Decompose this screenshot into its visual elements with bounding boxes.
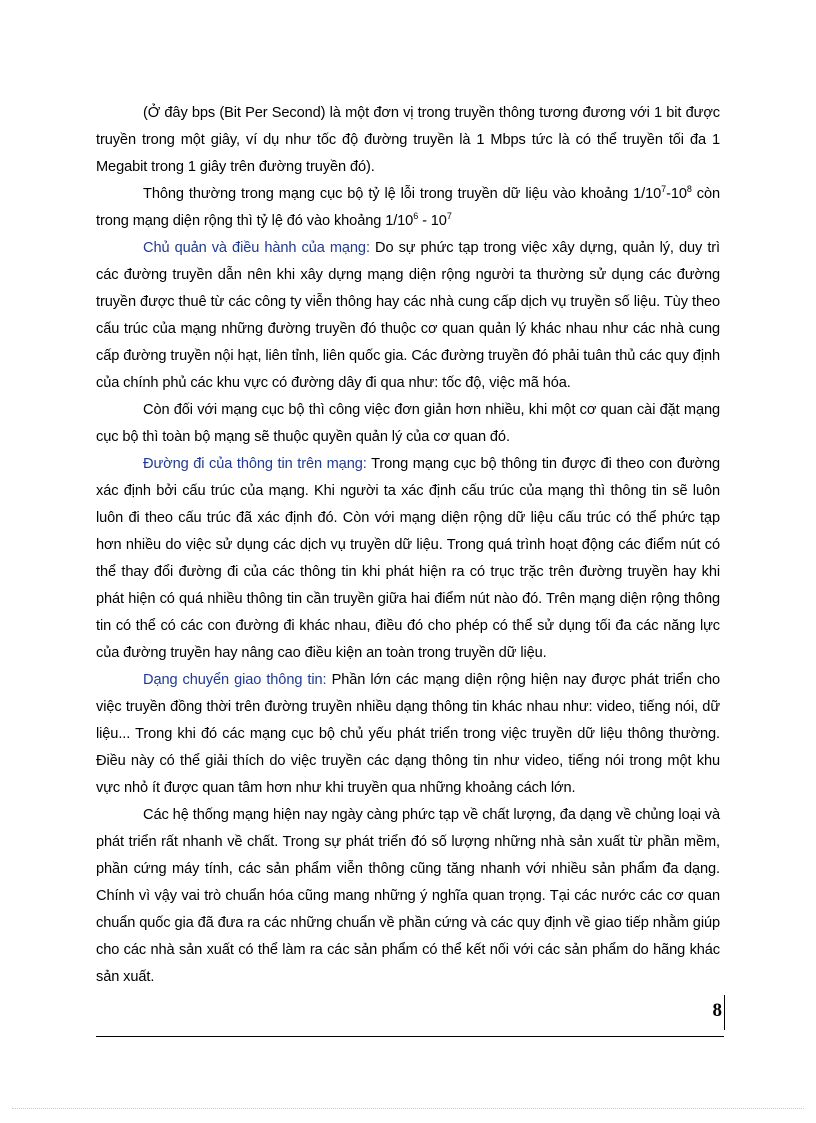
heading-transfer-type: Dạng chuyển giao thông tin: bbox=[143, 672, 327, 688]
error-rate-sup-2: 8 bbox=[686, 184, 692, 195]
error-rate-text-2: -10 bbox=[666, 186, 687, 202]
heading-information-path: Đường đi của thông tin trên mạng: bbox=[143, 456, 367, 472]
error-rate-text-1: Thông thường trong mạng cục bộ tỷ lệ lỗi trong truyền dữ liệu vào khoảng 1/10 bbox=[143, 186, 662, 202]
paragraph-information-path bbox=[96, 451, 720, 667]
footer-horizontal-rule bbox=[96, 1036, 724, 1037]
paragraph-network-management bbox=[96, 235, 720, 397]
page-bottom-dotted-border bbox=[12, 1108, 804, 1109]
paragraph-error-rate bbox=[96, 181, 720, 235]
error-rate-sup-1: 7 bbox=[661, 184, 667, 195]
heading-network-management: Chủ quản và điều hành của mạng: bbox=[143, 240, 370, 256]
error-rate-sup-3: 6 bbox=[413, 211, 419, 222]
paragraph-transfer-type bbox=[96, 667, 720, 802]
page-number: 8 bbox=[712, 1000, 722, 1021]
paragraph-lan-management: Còn đối với mạng cục bộ thì công việc đơn giản hơn nhiều, khi một cơ quan cài đặt mạng cục bộ thì toàn bộ mạng sẽ thuộc quyền quản lý của cơ quan đó. bbox=[96, 402, 720, 445]
paragraph-standardization: Các hệ thống mạng hiện nay ngày càng phức tạp về chất lượng, đa dạng về chủng loại và phát triển rất nhanh về chất. Trong sự phát triển đó số lượng những nhà sản xuất từ phần mềm, phần cứng máy tính, các sản phẩm viễn thông cũng tăng nhanh với nhiều sản phẩm đa dạng. Chính vì vậy vai trò chuẩn hóa cũng mang những ý nghĩa quan trọng. Tại các nước các cơ quan chuẩn quốc gia đã đưa ra các những chuẩn về phần cứng và các quy định về giao tiếp nhằm giúp cho các nhà sản xuất có thể làm ra các sản phẩm có thể kết nối với các sản phẩm do hãng khác sản xuất. bbox=[96, 807, 720, 985]
text-network-management: Do sự phức tạp trong việc xây dựng, quản lý, duy trì các đường truyền dẫn nên khi xây dựng mạng diện rộng người ta thường sử dụng các đường truyền được thuê từ các công ty viễn thông hay các nhà cung cấp dịch vụ truyền số liệu. Tùy theo cấu trúc của mạng những đường truyền đó thuộc cơ quan quản lý khác nhau như các nhà cung cấp đường truyền nội hạt, liên tỉnh, liên quốc gia. Các đường truyền đó phải tuân thủ các quy định của chính phủ các khu vực có đường dây đi qua như: tốc độ, việc mã hóa. bbox=[96, 240, 720, 391]
page-number-vertical-rule bbox=[724, 995, 725, 1030]
paragraph-bps-definition: (Ở đây bps (Bit Per Second) là một đơn vị trong truyền thông tương đương với 1 bit được truyền trong một giây, ví dụ như tốc độ đường truyền là 1 Mbps tức là có thể truyền tối đa 1 Megabit trong 1 giây trên đường truyền đó). bbox=[96, 105, 720, 175]
text-transfer-type: Phần lớn các mạng diện rộng hiện nay được phát triển cho việc truyền đồng thời trên đường truyền nhiều dạng thông tin khác nhau như: video, tiếng nói, dữ liệu... Trong khi đó các mạng cục bộ chủ yếu phát triển trong việc truyền dữ liệu thông thường. Điều này có thể giải thích do việc truyền các dạng thông tin như video, tiếng nói trong một khu vực nhỏ ít được quan tâm hơn như khi truyền qua những khoảng cách lớn. bbox=[96, 672, 721, 796]
error-rate-text-4: - 10 bbox=[418, 213, 447, 229]
error-rate-sup-4: 7 bbox=[446, 211, 452, 222]
page-body bbox=[96, 100, 720, 991]
error-rate-text-3: còn trong mạng diện rộng thì tỷ lệ đó vào khoảng 1/10 bbox=[96, 186, 720, 229]
text-information-path: Trong mạng cục bộ thông tin được đi theo con đường xác định bởi cấu trúc của mạng. Khi người ta xác định cấu trúc của mạng thì thông tin sẽ luôn luôn đi theo cấu trúc đã xác định đó. Còn với mạng diện rộng dữ liệu cấu trúc có thể phức tạp hơn nhiều do việc sử dụng các dịch vụ truyền dữ liệu. Trong quá trình hoạt động các điểm nút có thể thay đổi đường đi của các thông tin khi phát hiện ra có trục trặc trên đường truyền hay khi phát hiện có quá nhiều thông tin cần truyền giữa hai điểm nút nào đó. Trên mạng diện rộng thông tin có thể có các con đường đi khác nhau, điều đó cho phép có thể sử dụng tối đa các năng lực của đường truyền hay nâng cao điều kiện an toàn trong truyền dữ liệu. bbox=[96, 456, 721, 661]
